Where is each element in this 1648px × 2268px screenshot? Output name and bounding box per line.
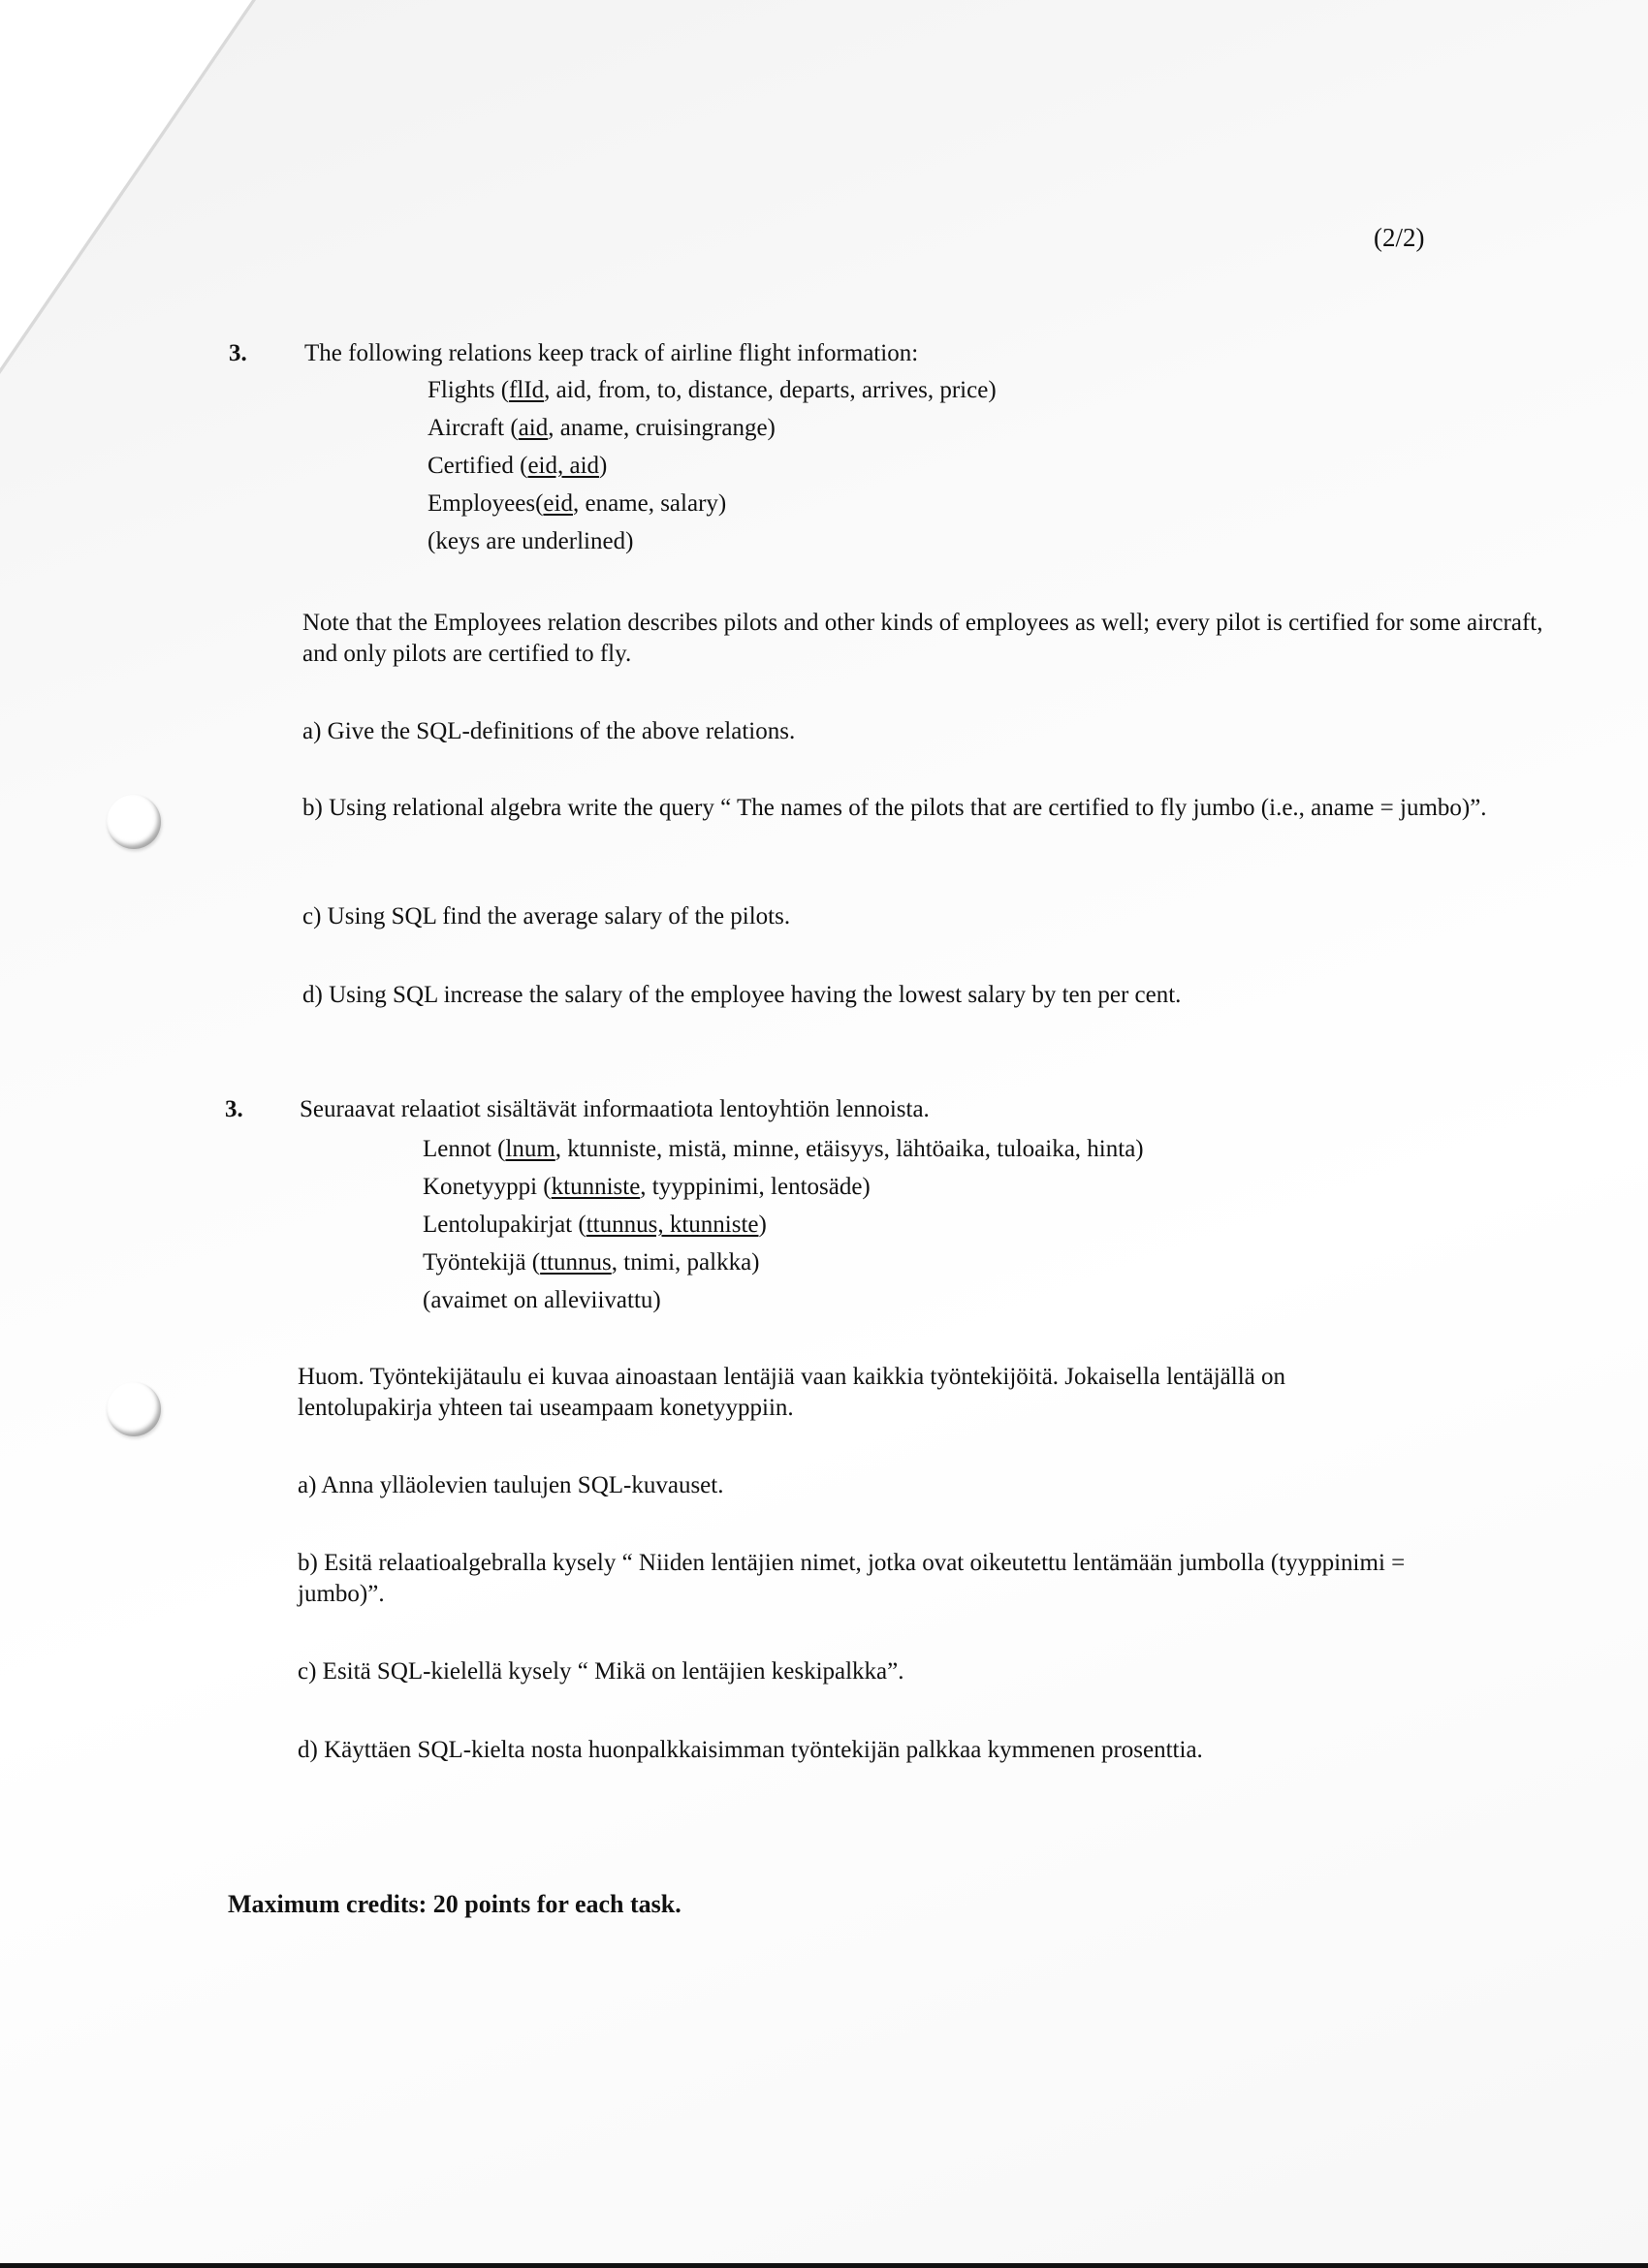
relations-fi <box>423 1130 1144 1319</box>
task-number-fi: 3. <box>225 1096 243 1122</box>
keys-note-fi: (avaimet on alleviivattu) <box>423 1287 661 1313</box>
question-a-fi: a) Anna ylläolevien taulujen SQL-kuvauset. <box>298 1472 724 1498</box>
relations-en <box>428 371 997 560</box>
relation-tyontekija: Työntekijä (ttunnus, tnimi, palkka) <box>423 1249 760 1276</box>
punch-hole-top <box>107 795 161 849</box>
question-c-en: c) Using SQL find the average salary of the pilots. <box>302 903 791 929</box>
question-c-fi: c) Esitä SQL-kielellä kysely “ Mikä on lentäjien keskipalkka”. <box>298 1658 904 1685</box>
punch-hole-bottom <box>107 1382 161 1436</box>
question-d-fi: d) Käyttäen SQL-kielta nosta huonpalkkaisimman työntekijän palkkaa kymmenen prosenttia. <box>298 1737 1203 1763</box>
page-number: (2/2) <box>1374 223 1425 252</box>
intro-en: The following relations keep track of airline flight information: <box>304 340 919 366</box>
relation-lennot: Lennot (lnum, ktunniste, mistä, minne, etäisyys, lähtöaika, tuloaika, hinta) <box>423 1136 1144 1162</box>
footer-credits: Maximum credits: 20 points for each task. <box>228 1890 681 1918</box>
note-en: Note that the Employees relation describes pilots and other kinds of employees as well; every pilot is certified for some aircraft, and only pilots are certified to fly. <box>302 610 1543 667</box>
relation-lentolupakirjat: Lentolupakirjat (ttunnus, ktunniste) <box>423 1212 767 1238</box>
scan-bottom-edge <box>0 2263 1648 2268</box>
note-fi: Huom. Työntekijätaulu ei kuvaa ainoastaan lentäjiä vaan kaikkia työntekijöitä. Jokaisella lentäjällä on lentolupakirja yhteen tai useampaam konetyyppiin. <box>298 1364 1285 1421</box>
keys-note-en: (keys are underlined) <box>428 528 634 554</box>
question-b-en: b) Using relational algebra write the query “ The names of the pilots that are certified to fly jumbo (i.e., aname = jumbo)”. <box>302 795 1487 821</box>
relation-konetyyppi: Konetyyppi (ktunniste, tyyppinimi, lentosäde) <box>423 1174 871 1200</box>
folded-corner <box>0 0 252 368</box>
question-b-fi: b) Esitä relaatioalgebralla kysely “ Niiden lentäjien nimet, jotka ovat oikeutettu lentämään jumbolla (tyyppinimi = jumbo)”. <box>298 1550 1406 1607</box>
question-d-en: d) Using SQL increase the salary of the employee having the lowest salary by ten per cent. <box>302 982 1182 1008</box>
relation-certified: Certified (eid, aid) <box>428 453 608 479</box>
relation-employees: Employees(eid, ename, salary) <box>428 490 727 517</box>
question-a-en: a) Give the SQL-definitions of the above relations. <box>302 718 796 744</box>
relation-aircraft: Aircraft (aid, aname, cruisingrange) <box>428 415 776 441</box>
intro-fi: Seuraavat relaatiot sisältävät informaatiota lentoyhtiön lennoista. <box>300 1096 930 1122</box>
task-number-en: 3. <box>229 340 247 366</box>
relation-flights: Flights (flId, aid, from, to, distance, departs, arrives, price) <box>428 377 997 403</box>
